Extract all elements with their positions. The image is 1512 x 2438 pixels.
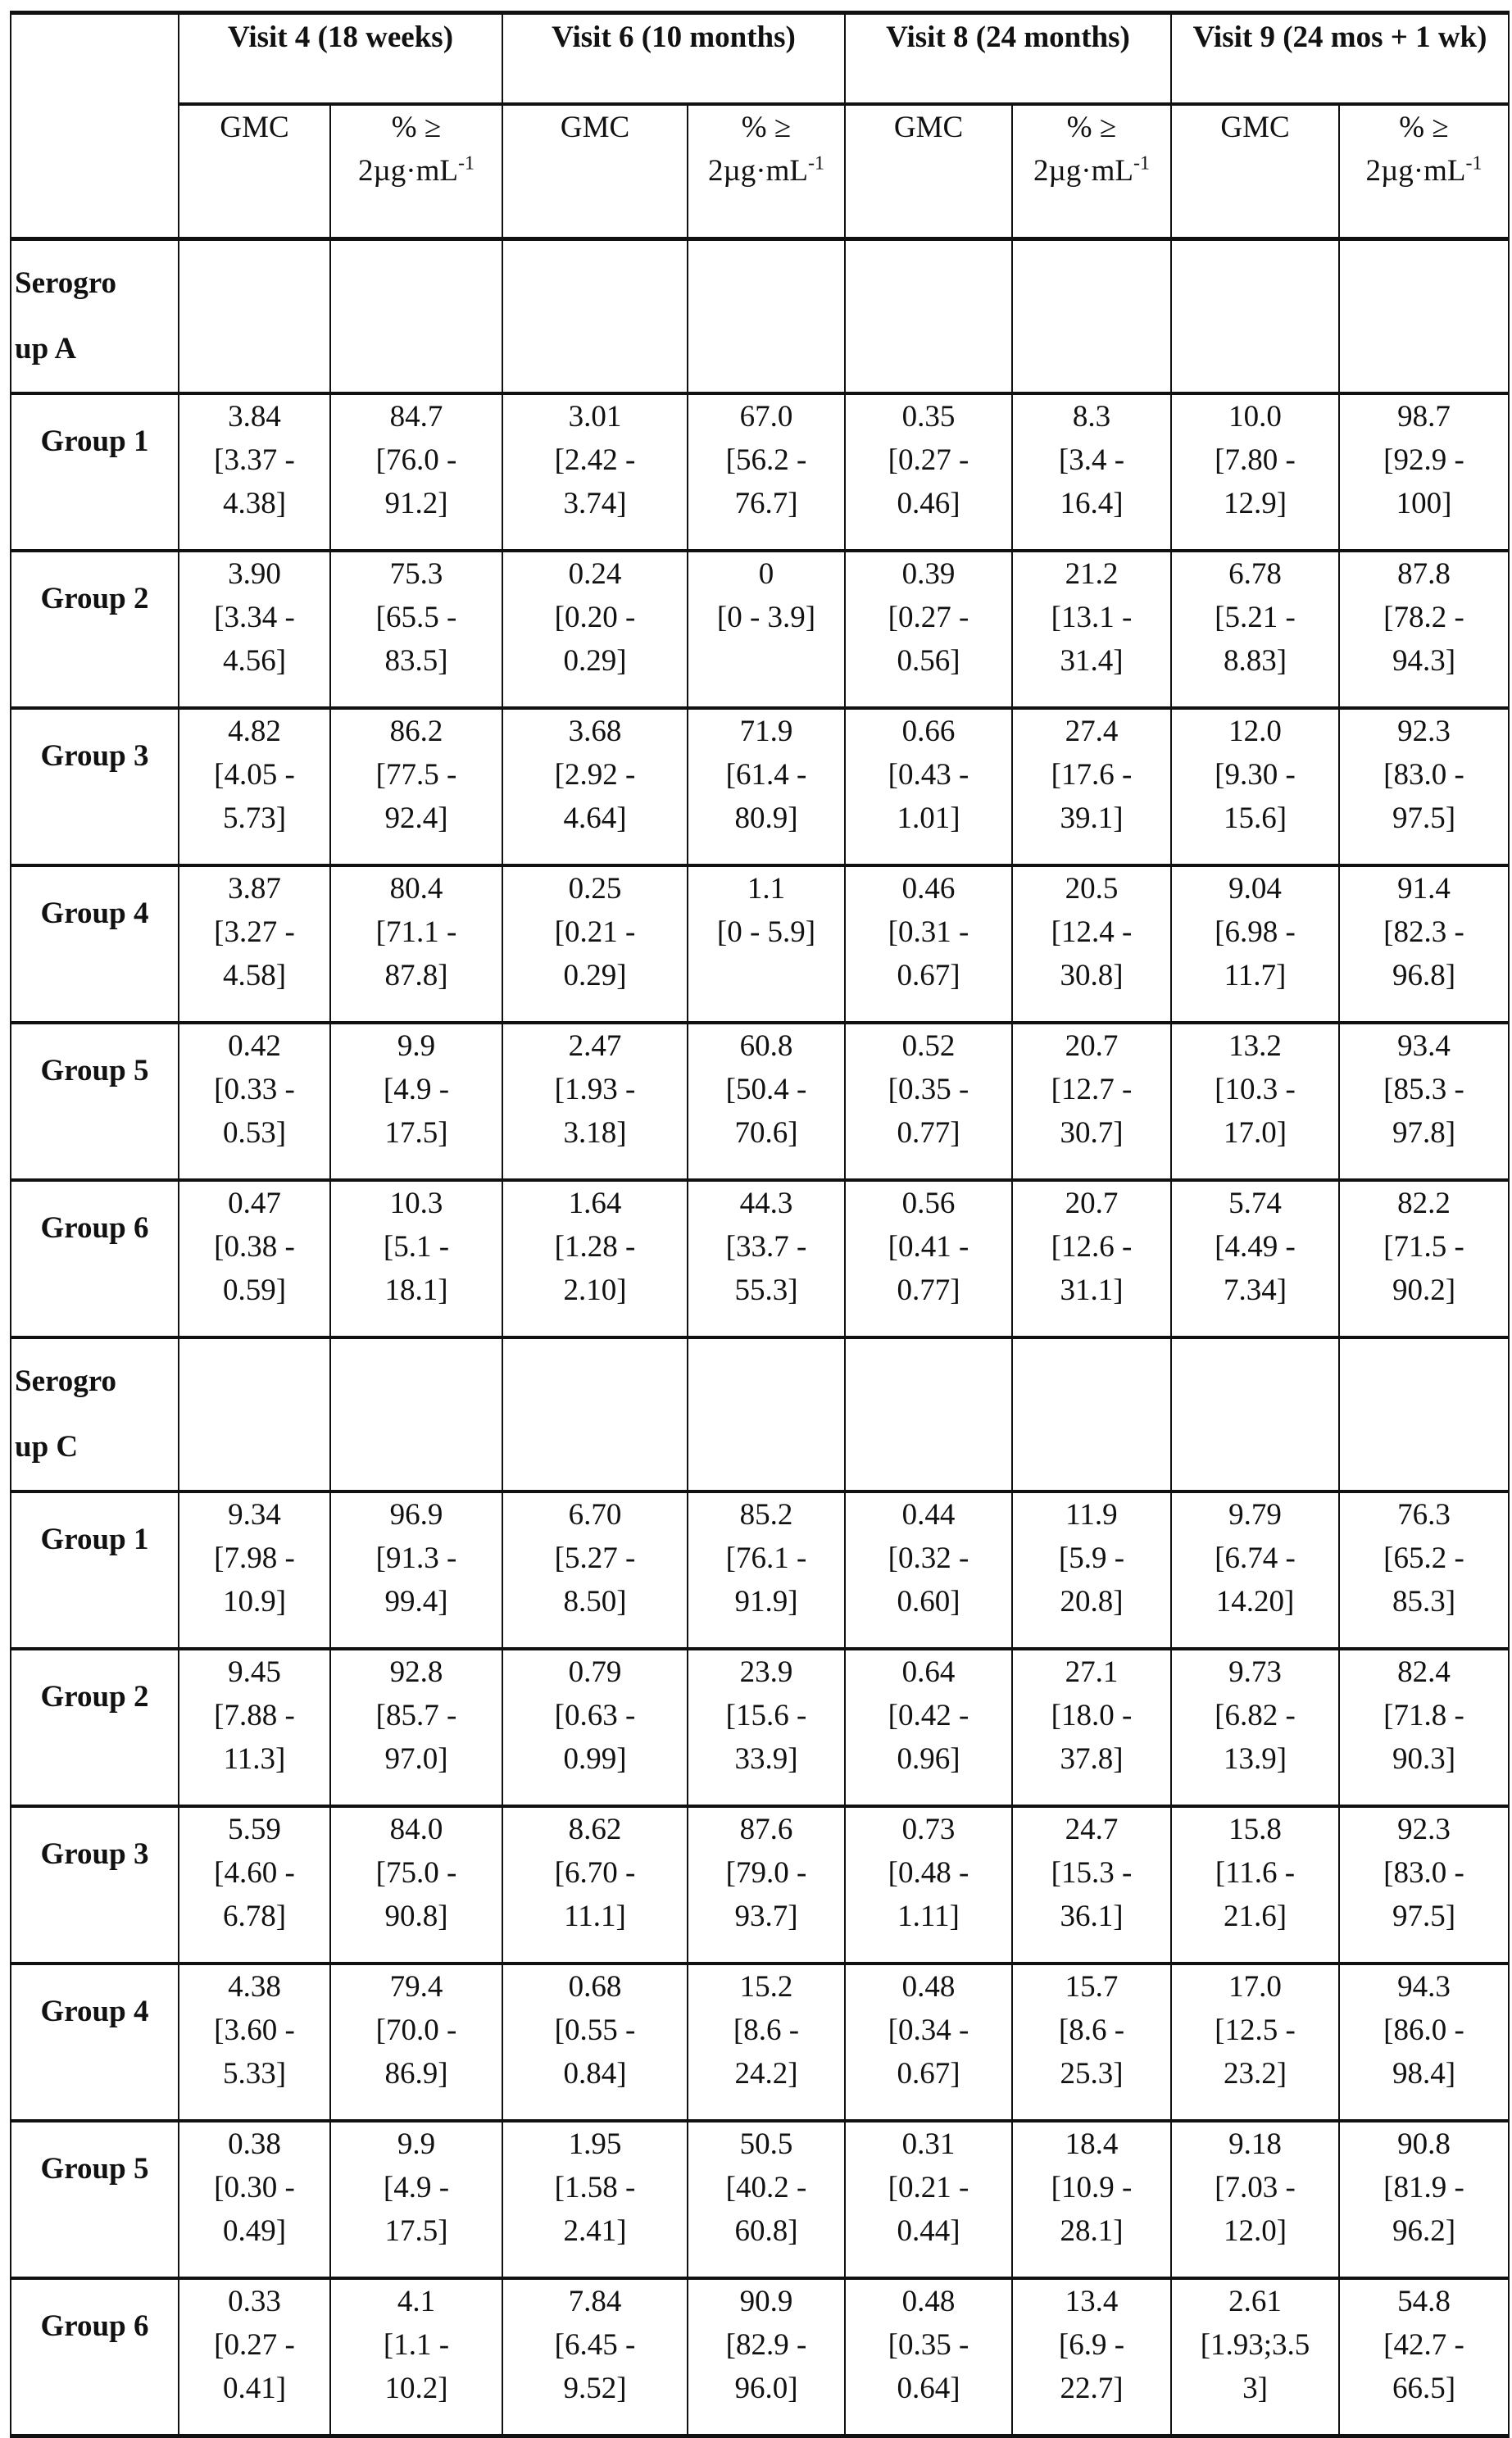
gmc-cell: 0.66 [0.43 - 1.01] (845, 708, 1012, 865)
percent-cell: 18.4 [10.9 - 28.1] (1012, 2121, 1171, 2278)
serogroup-row (11, 239, 1509, 394)
gmc-header: GMC (845, 104, 1012, 239)
percent-cell: 80.4 [71.1 - 87.8] (330, 865, 502, 1023)
group-label: Group 2 (11, 1649, 179, 1806)
unit-exponent: -1 (458, 153, 474, 175)
gmc-cell: 4.82 [4.05 - 5.73] (179, 708, 330, 865)
percent-cell: 87.8 [78.2 - 94.3] (1339, 551, 1509, 708)
gmc-cell: 2.61 [1.93;3.5 3] (1171, 2278, 1339, 2436)
group-label: Group 1 (11, 393, 179, 551)
group-label: Group 5 (11, 1023, 179, 1180)
table-row (11, 1023, 1509, 1180)
table-row (11, 2121, 1509, 2278)
gmc-cell: 3.87 [3.27 - 4.58] (179, 865, 330, 1023)
percent-cell: 13.4 [6.9 - 22.7] (1012, 2278, 1171, 2436)
empty-cell (502, 239, 688, 394)
gmc-cell: 0.68 [0.55 - 0.84] (502, 1964, 688, 2121)
percent-label: % ≥ 2µg·mL (1033, 111, 1133, 188)
percent-cell: 1.1 [0 - 5.9] (688, 865, 845, 1023)
visit-header: Visit 8 (24 months) (845, 13, 1171, 105)
gmc-cell: 3.68 [2.92 - 4.64] (502, 708, 688, 865)
percent-cell: 82.4 [71.8 - 90.3] (1339, 1649, 1509, 1806)
measure-header-row (11, 104, 1509, 239)
table-row (11, 1649, 1509, 1806)
group-label: Group 6 (11, 2278, 179, 2436)
percent-header (1339, 104, 1509, 239)
percent-cell: 10.3 [5.1 - 18.1] (330, 1180, 502, 1337)
percent-cell: 96.9 [91.3 - 99.4] (330, 1491, 502, 1649)
table-row (11, 865, 1509, 1023)
percent-cell: 27.1 [18.0 - 37.8] (1012, 1649, 1171, 1806)
group-label: Group 6 (11, 1180, 179, 1337)
table-row (11, 1180, 1509, 1337)
empty-cell (502, 1337, 688, 1491)
gmc-cell: 0.52 [0.35 - 0.77] (845, 1023, 1012, 1180)
percent-cell: 21.2 [13.1 - 31.4] (1012, 551, 1171, 708)
percent-cell: 90.8 [81.9 - 96.2] (1339, 2121, 1509, 2278)
gmc-cell: 5.59 [4.60 - 6.78] (179, 1806, 330, 1964)
percent-cell: 93.4 [85.3 - 97.8] (1339, 1023, 1509, 1180)
serogroup-row (11, 1337, 1509, 1491)
gmc-cell: 0.24 [0.20 - 0.29] (502, 551, 688, 708)
visit-header: Visit 9 (24 mos + 1 wk) (1171, 13, 1509, 105)
percent-cell: 76.3 [65.2 - 85.3] (1339, 1491, 1509, 1649)
gmc-cell: 3.90 [3.34 - 4.56] (179, 551, 330, 708)
percent-cell: 85.2 [76.1 - 91.9] (688, 1491, 845, 1649)
gmc-cell: 0.48 [0.34 - 0.67] (845, 1964, 1012, 2121)
gmc-header: GMC (502, 104, 688, 239)
gmc-cell: 13.2 [10.3 - 17.0] (1171, 1023, 1339, 1180)
gmc-cell: 5.74 [4.49 - 7.34] (1171, 1180, 1339, 1337)
percent-cell: 86.2 [77.5 - 92.4] (330, 708, 502, 865)
empty-cell (330, 1337, 502, 1491)
empty-cell (1171, 239, 1339, 394)
table-row (11, 708, 1509, 865)
empty-cell (1012, 239, 1171, 394)
gmc-cell: 9.34 [7.98 - 10.9] (179, 1491, 330, 1649)
percent-cell: 87.6 [79.0 - 93.7] (688, 1806, 845, 1964)
gmc-cell: 15.8 [11.6 - 21.6] (1171, 1806, 1339, 1964)
percent-cell: 20.7 [12.6 - 31.1] (1012, 1180, 1171, 1337)
gmc-cell: 1.64 [1.28 - 2.10] (502, 1180, 688, 1337)
percent-cell: 20.5 [12.4 - 30.8] (1012, 865, 1171, 1023)
percent-cell: 44.3 [33.7 - 55.3] (688, 1180, 845, 1337)
gmc-cell: 0.64 [0.42 - 0.96] (845, 1649, 1012, 1806)
percent-cell: 75.3 [65.5 - 83.5] (330, 551, 502, 708)
gmc-cell: 0.42 [0.33 - 0.53] (179, 1023, 330, 1180)
percent-cell: 4.1 [1.1 - 10.2] (330, 2278, 502, 2436)
percent-cell: 9.9 [4.9 - 17.5] (330, 2121, 502, 2278)
visit-header: Visit 6 (10 months) (502, 13, 845, 105)
empty-cell (688, 239, 845, 394)
percent-cell: 15.2 [8.6 - 24.2] (688, 1964, 845, 2121)
percent-label: % ≥ 2µg·mL (358, 111, 458, 188)
group-label: Group 4 (11, 1964, 179, 2121)
empty-cell (179, 1337, 330, 1491)
percent-cell: 94.3 [86.0 - 98.4] (1339, 1964, 1509, 2121)
gmc-cell: 10.0 [7.80 - 12.9] (1171, 393, 1339, 551)
empty-cell (1339, 239, 1509, 394)
unit-exponent: -1 (1133, 153, 1150, 175)
empty-cell (1339, 1337, 1509, 1491)
gmc-cell: 0.31 [0.21 - 0.44] (845, 2121, 1012, 2278)
gmc-cell: 0.44 [0.32 - 0.60] (845, 1491, 1012, 1649)
gmc-cell: 0.79 [0.63 - 0.99] (502, 1649, 688, 1806)
group-label: Group 5 (11, 2121, 179, 2278)
percent-cell: 0 [0 - 3.9] (688, 551, 845, 708)
empty-cell (1171, 1337, 1339, 1491)
empty-cell (179, 239, 330, 394)
gmc-cell: 9.45 [7.88 - 11.3] (179, 1649, 330, 1806)
empty-cell (688, 1337, 845, 1491)
gmc-cell: 3.01 [2.42 - 3.74] (502, 393, 688, 551)
table-row (11, 1491, 1509, 1649)
serogroup-label: Serogro up C (11, 1337, 179, 1491)
gmc-cell: 0.46 [0.31 - 0.67] (845, 865, 1012, 1023)
percent-cell: 60.8 [50.4 - 70.6] (688, 1023, 845, 1180)
percent-cell: 27.4 [17.6 - 39.1] (1012, 708, 1171, 865)
gmc-cell: 9.79 [6.74 - 14.20] (1171, 1491, 1339, 1649)
gmc-cell: 0.39 [0.27 - 0.56] (845, 551, 1012, 708)
percent-label: % ≥ 2µg·mL (708, 111, 808, 188)
table-row (11, 2278, 1509, 2436)
group-label: Group 3 (11, 1806, 179, 1964)
gmc-cell: 17.0 [12.5 - 23.2] (1171, 1964, 1339, 2121)
unit-exponent: -1 (1466, 153, 1482, 175)
percent-cell: 92.3 [83.0 - 97.5] (1339, 708, 1509, 865)
percent-cell: 67.0 [56.2 - 76.7] (688, 393, 845, 551)
percent-label: % ≥ 2µg·mL (1365, 111, 1465, 188)
percent-cell: 23.9 [15.6 - 33.9] (688, 1649, 845, 1806)
gmc-cell: 0.48 [0.35 - 0.64] (845, 2278, 1012, 2436)
gmc-cell: 4.38 [3.60 - 5.33] (179, 1964, 330, 2121)
gmc-cell: 9.73 [6.82 - 13.9] (1171, 1649, 1339, 1806)
percent-cell: 98.7 [92.9 - 100] (1339, 393, 1509, 551)
gmc-cell: 6.70 [5.27 - 8.50] (502, 1491, 688, 1649)
gmc-cell: 9.18 [7.03 - 12.0] (1171, 2121, 1339, 2278)
table-row (11, 551, 1509, 708)
percent-header (1012, 104, 1171, 239)
group-label: Group 4 (11, 865, 179, 1023)
gmc-cell: 0.56 [0.41 - 0.77] (845, 1180, 1012, 1337)
percent-cell: 15.7 [8.6 - 25.3] (1012, 1964, 1171, 2121)
percent-cell: 8.3 [3.4 - 16.4] (1012, 393, 1171, 551)
group-label: Group 1 (11, 1491, 179, 1649)
visit-header: Visit 4 (18 weeks) (179, 13, 502, 105)
gmc-cell: 3.84 [3.37 - 4.38] (179, 393, 330, 551)
gmc-cell: 2.47 [1.93 - 3.18] (502, 1023, 688, 1180)
gmc-header: GMC (1171, 104, 1339, 239)
serogroup-label: Serogro up A (11, 239, 179, 394)
gmc-cell: 0.38 [0.30 - 0.49] (179, 2121, 330, 2278)
unit-exponent: -1 (808, 153, 824, 175)
gmc-cell: 0.47 [0.38 - 0.59] (179, 1180, 330, 1337)
gmc-cell: 7.84 [6.45 - 9.52] (502, 2278, 688, 2436)
percent-cell: 91.4 [82.3 - 96.8] (1339, 865, 1509, 1023)
percent-cell: 84.0 [75.0 - 90.8] (330, 1806, 502, 1964)
gmc-header: GMC (179, 104, 330, 239)
empty-cell (330, 239, 502, 394)
gmc-cell: 0.25 [0.21 - 0.29] (502, 865, 688, 1023)
gmc-cell: 0.73 [0.48 - 1.11] (845, 1806, 1012, 1964)
group-label: Group 3 (11, 708, 179, 865)
table-row (11, 1964, 1509, 2121)
percent-header (330, 104, 502, 239)
percent-cell: 11.9 [5.9 - 20.8] (1012, 1491, 1171, 1649)
percent-cell: 9.9 [4.9 - 17.5] (330, 1023, 502, 1180)
table-row (11, 1806, 1509, 1964)
gmc-cell: 12.0 [9.30 - 15.6] (1171, 708, 1339, 865)
percent-cell: 20.7 [12.7 - 30.7] (1012, 1023, 1171, 1180)
percent-cell: 79.4 [70.0 - 86.9] (330, 1964, 502, 2121)
empty-cell (845, 1337, 1012, 1491)
serogroup-gmc-table (10, 11, 1510, 2438)
percent-cell: 82.2 [71.5 - 90.2] (1339, 1180, 1509, 1337)
gmc-cell: 9.04 [6.98 - 11.7] (1171, 865, 1339, 1023)
percent-cell: 90.9 [82.9 - 96.0] (688, 2278, 845, 2436)
percent-cell: 24.7 [15.3 - 36.1] (1012, 1806, 1171, 1964)
empty-cell (1012, 1337, 1171, 1491)
percent-cell: 54.8 [42.7 - 66.5] (1339, 2278, 1509, 2436)
gmc-cell: 0.33 [0.27 - 0.41] (179, 2278, 330, 2436)
percent-cell: 50.5 [40.2 - 60.8] (688, 2121, 845, 2278)
table-row (11, 393, 1509, 551)
corner-cell (11, 13, 179, 239)
percent-cell: 84.7 [76.0 - 91.2] (330, 393, 502, 551)
gmc-cell: 6.78 [5.21 - 8.83] (1171, 551, 1339, 708)
empty-cell (845, 239, 1012, 394)
percent-cell: 71.9 [61.4 - 80.9] (688, 708, 845, 865)
gmc-cell: 8.62 [6.70 - 11.1] (502, 1806, 688, 1964)
gmc-cell: 0.35 [0.27 - 0.46] (845, 393, 1012, 551)
percent-cell: 92.8 [85.7 - 97.0] (330, 1649, 502, 1806)
gmc-cell: 1.95 [1.58 - 2.41] (502, 2121, 688, 2278)
visit-header-row (11, 13, 1509, 105)
percent-header (688, 104, 845, 239)
group-label: Group 2 (11, 551, 179, 708)
percent-cell: 92.3 [83.0 - 97.5] (1339, 1806, 1509, 1964)
